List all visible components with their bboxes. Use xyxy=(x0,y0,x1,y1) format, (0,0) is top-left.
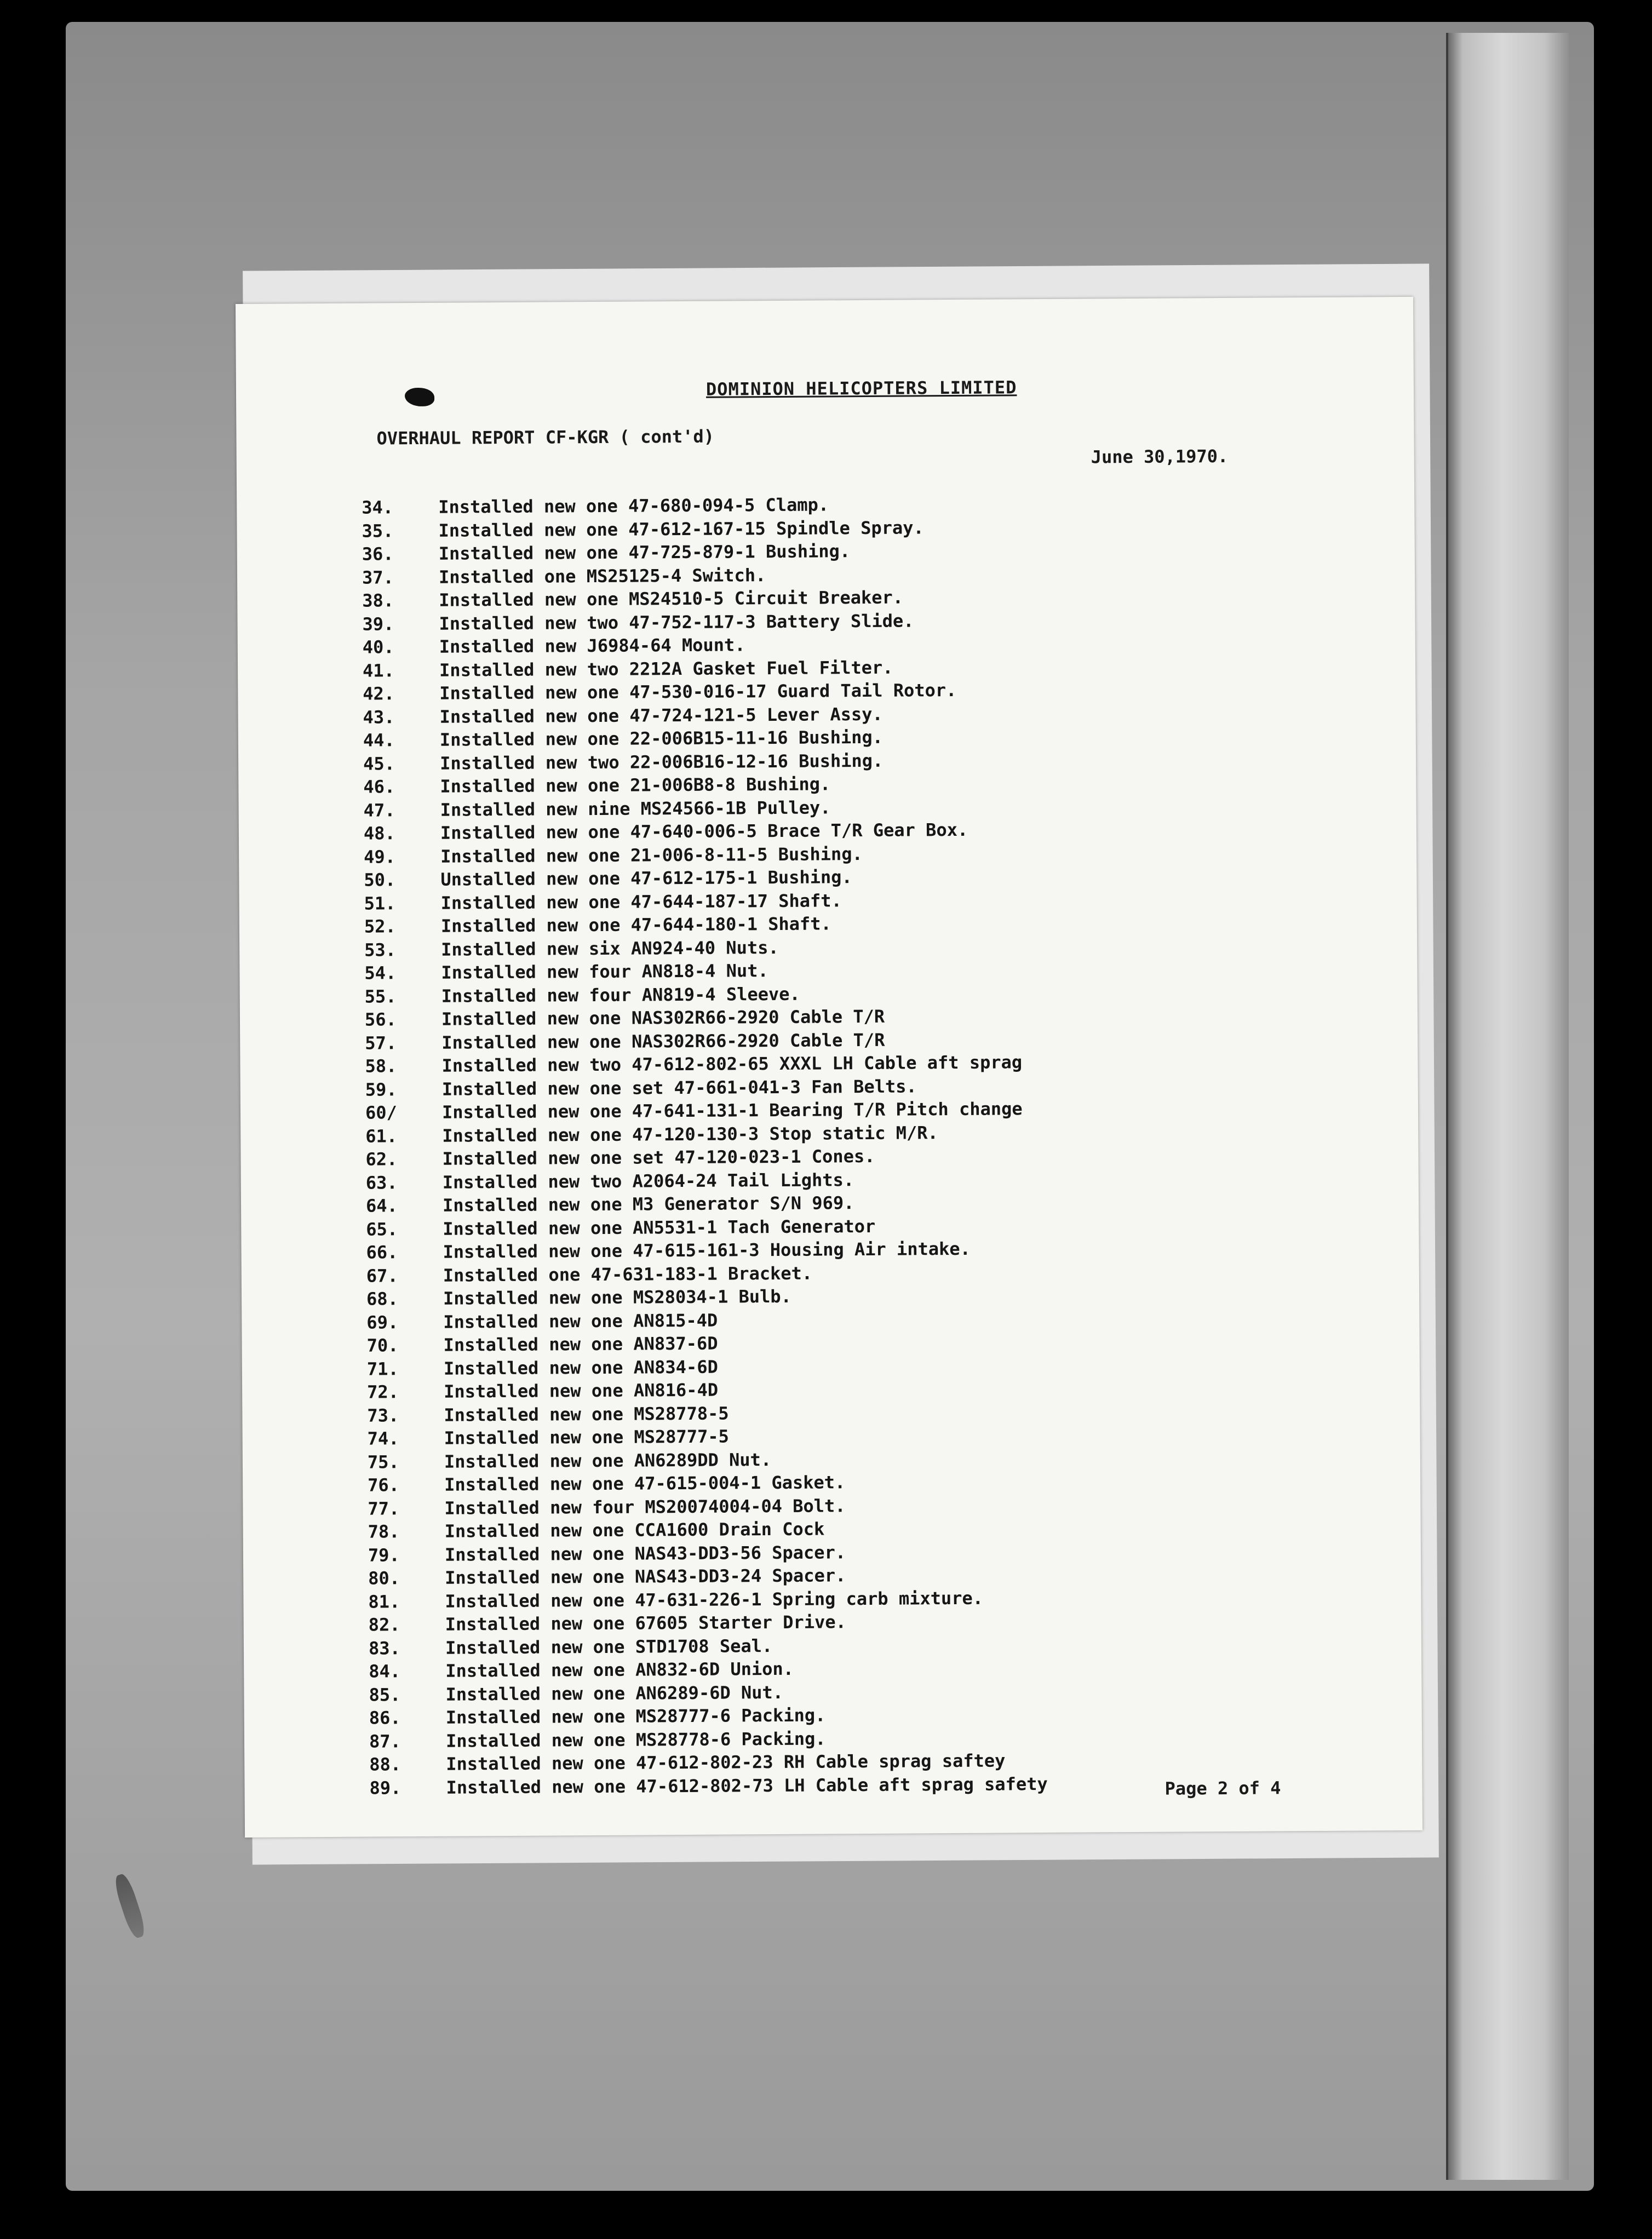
item-number: 49. xyxy=(364,846,396,868)
list-item xyxy=(369,1656,1047,1683)
item-number: 48. xyxy=(363,823,395,844)
list-item xyxy=(369,1609,1047,1637)
item-number: 38. xyxy=(362,590,394,611)
list-item xyxy=(362,562,1040,589)
item-text: Installed new one 47-680-094-5 Clamp. xyxy=(438,494,829,518)
item-number: 85. xyxy=(369,1684,401,1706)
item-text: Installed new one MS28777-5 xyxy=(444,1426,729,1449)
item-text: Installed new one 47-631-226-1 Spring carb mixture. xyxy=(445,1587,984,1612)
item-text: Installed new two 47-612-802-65 XXXL LH Cable aft sprag xyxy=(441,1052,1023,1076)
item-number: 53. xyxy=(364,939,397,961)
item-number: 36. xyxy=(362,543,394,565)
list-item xyxy=(366,1237,1044,1264)
list-item xyxy=(366,1307,1045,1334)
item-text: Installed new J6984-64 Mount. xyxy=(439,634,745,657)
item-number: 65. xyxy=(366,1218,398,1240)
company-name: DOMINION HELICOPTERS LIMITED xyxy=(705,377,1017,400)
item-text: Installed one 47-631-183-1 Bracket. xyxy=(443,1262,813,1286)
item-number: 58. xyxy=(365,1055,397,1077)
list-item xyxy=(365,1050,1043,1078)
item-number: 79. xyxy=(368,1544,400,1566)
item-number: 40. xyxy=(362,636,394,658)
item-number: 89. xyxy=(369,1777,401,1799)
list-item xyxy=(366,1190,1044,1218)
item-number: 74. xyxy=(367,1428,399,1449)
item-text: Unstalled new one 47-612-175-1 Bushing. xyxy=(440,866,852,890)
item-text: Installed one MS25125-4 Switch. xyxy=(438,564,766,588)
item-text: Installed new one NAS43-DD3-24 Spacer. xyxy=(445,1565,846,1588)
list-item xyxy=(368,1540,1046,1567)
list-item xyxy=(363,725,1041,752)
item-number: 34. xyxy=(362,497,394,518)
item-text: Installed new one AN834-6D xyxy=(443,1356,718,1379)
item-number: 61. xyxy=(365,1125,398,1147)
item-text: Installed new four MS20074004-04 Bolt. xyxy=(444,1495,846,1519)
list-item xyxy=(369,1632,1047,1660)
list-item xyxy=(369,1702,1047,1730)
list-item xyxy=(363,702,1041,729)
list-item xyxy=(368,1469,1046,1497)
ink-blot xyxy=(405,388,434,406)
item-text: Installed new one MS28034-1 Bulb. xyxy=(443,1285,791,1309)
item-number: 43. xyxy=(363,706,395,728)
item-number: 37. xyxy=(362,566,394,588)
item-number: 66. xyxy=(366,1242,398,1263)
item-text: Installed new one AN6289-6D Nut. xyxy=(445,1681,784,1705)
report-date: June 30,1970. xyxy=(1091,445,1229,468)
item-number: 39. xyxy=(362,613,394,635)
installed-items-list xyxy=(362,492,1048,1800)
item-text: Installed new one 47-530-016-17 Guard Tail Rotor. xyxy=(439,679,957,704)
item-text: Installed new four AN818-4 Nut. xyxy=(441,960,768,983)
list-item xyxy=(368,1493,1046,1520)
item-number: 47. xyxy=(363,799,395,821)
list-item xyxy=(366,1260,1045,1288)
list-item xyxy=(365,981,1043,1008)
list-item xyxy=(364,888,1042,915)
item-text: Installed new one 47-615-004-1 Gasket. xyxy=(444,1472,846,1495)
item-number: 71. xyxy=(366,1358,399,1380)
item-number: 55. xyxy=(364,985,397,1007)
item-number: 63. xyxy=(365,1172,398,1193)
item-text: Installed new one AN6289DD Nut. xyxy=(444,1449,772,1472)
item-text: Installed new one MS28778-6 Packing. xyxy=(445,1727,826,1752)
item-text: Installed new nine MS24566-1B Pulley. xyxy=(440,796,831,820)
item-text: Installed new one NAS302R66-2920 Cable T/R xyxy=(441,1029,885,1053)
item-text: Installed new one 67605 Starter Drive. xyxy=(445,1611,846,1635)
item-text: Installed new one 22-006B15-11-16 Bushing. xyxy=(439,726,884,750)
item-number: 77. xyxy=(368,1497,400,1519)
item-text: Installed new one MS28778-5 xyxy=(444,1403,729,1426)
item-text: Installed new one CCA1600 Drain Cock xyxy=(444,1518,825,1542)
item-number: 54. xyxy=(364,962,397,984)
list-item xyxy=(366,1167,1044,1195)
item-number: 67. xyxy=(366,1265,398,1287)
item-number: 57. xyxy=(365,1032,397,1054)
item-text: Installed new one 47-640-006-5 Brace T/R Gear Box. xyxy=(440,819,968,843)
item-text: Installed new two 47-752-117-3 Battery Slide. xyxy=(439,610,914,634)
item-text: Installed new one 47-644-187-17 Shaft. xyxy=(440,889,842,914)
item-number: 80. xyxy=(368,1568,400,1589)
item-text: Installed new one NAS43-DD3-56 Spacer. xyxy=(444,1541,846,1565)
list-item xyxy=(367,1400,1045,1427)
list-item xyxy=(365,1121,1043,1148)
list-item xyxy=(367,1353,1045,1381)
list-item xyxy=(368,1446,1046,1474)
item-text: Installed new two 2212A Gasket Fuel Filter. xyxy=(439,657,893,681)
item-number: 52. xyxy=(364,916,396,937)
item-text: Installed new one MS28777-6 Packing. xyxy=(445,1704,826,1728)
item-text: Installed new one 47-612-167-15 Spindle Spray. xyxy=(438,516,924,541)
board-edge xyxy=(1446,33,1569,2180)
item-number: 81. xyxy=(368,1591,400,1612)
item-number: 41. xyxy=(362,659,395,681)
list-item xyxy=(362,515,1040,543)
item-number: 44. xyxy=(363,730,395,751)
item-number: 45. xyxy=(363,753,395,774)
list-item xyxy=(369,1772,1047,1799)
list-item xyxy=(363,771,1041,799)
list-item xyxy=(366,1214,1044,1241)
item-text: Installed new one set 47-661-041-3 Fan Belts. xyxy=(441,1075,917,1100)
item-number: 84. xyxy=(369,1661,401,1682)
list-item xyxy=(363,631,1041,659)
item-text: Installed new one 47-724-121-5 Lever Assy. xyxy=(439,703,883,727)
item-text: Installed new one AN832-6D Union. xyxy=(445,1658,794,1681)
item-number: 88. xyxy=(369,1754,401,1775)
item-number: 35. xyxy=(362,520,394,542)
list-item xyxy=(363,655,1041,682)
list-item xyxy=(365,1074,1043,1101)
list-item xyxy=(363,678,1041,705)
list-item xyxy=(364,795,1042,822)
list-item xyxy=(364,864,1042,892)
item-text: Installed new one 21-006-8-11-5 Bushing. xyxy=(440,843,863,867)
item-text: Installed new one STD1708 Seal. xyxy=(445,1635,773,1658)
list-item xyxy=(364,818,1042,845)
list-item xyxy=(365,1097,1043,1124)
item-number: 62. xyxy=(365,1149,398,1170)
item-number: 78. xyxy=(368,1521,400,1542)
list-item xyxy=(368,1586,1046,1614)
item-text: Installed new one 47-644-180-1 Shaft. xyxy=(440,913,831,937)
list-item xyxy=(369,1679,1047,1706)
item-number: 73. xyxy=(367,1404,399,1426)
item-number: 82. xyxy=(368,1614,400,1635)
item-text: Installed new six AN924-40 Nuts. xyxy=(441,937,779,960)
item-number: 86. xyxy=(369,1707,401,1729)
item-text: Installed new two 22-006B16-12-16 Bushing. xyxy=(440,750,884,774)
item-text: Installed new one 47-612-802-73 LH Cable aft sprag safety xyxy=(446,1773,1048,1798)
item-number: 46. xyxy=(363,776,395,797)
item-text: Installed new four AN819-4 Sleeve. xyxy=(441,983,800,1007)
item-number: 83. xyxy=(368,1637,400,1659)
page-number: Page 2 of 4 xyxy=(1165,1777,1281,1799)
item-text: Installed new one 47-641-131-1 Bearing T/R Pitch change xyxy=(441,1098,1023,1123)
list-item xyxy=(362,538,1040,566)
list-item xyxy=(365,1144,1043,1171)
list-item xyxy=(362,492,1040,519)
list-item xyxy=(364,934,1042,962)
item-number: 72. xyxy=(367,1381,399,1403)
list-item xyxy=(366,1330,1045,1357)
item-number: 68. xyxy=(366,1288,399,1310)
item-number: 51. xyxy=(364,892,396,914)
list-item xyxy=(364,911,1042,938)
item-text: Installed new one 47-725-879-1 Bushing. xyxy=(438,541,851,564)
list-item xyxy=(368,1516,1046,1543)
item-text: Installed new one 47-612-802-23 RH Cable sprag saftey xyxy=(446,1750,1006,1775)
list-item xyxy=(364,841,1042,869)
item-text: Installed new one 47-120-130-3 Stop static M/R. xyxy=(442,1122,938,1146)
item-text: Installed new one 21-006B8-8 Bushing. xyxy=(440,773,831,797)
item-text: Installed new one set 47-120-023-1 Cones. xyxy=(442,1145,875,1169)
list-item xyxy=(363,748,1041,776)
item-number: 60/ xyxy=(365,1102,397,1123)
report-title: OVERHAUL REPORT CF-KGR ( cont'd) xyxy=(376,426,715,449)
list-item xyxy=(368,1423,1046,1450)
item-text: Installed new one AN837-6D xyxy=(443,1333,718,1356)
list-item xyxy=(369,1749,1047,1776)
list-item xyxy=(367,1376,1045,1404)
list-item xyxy=(362,585,1040,612)
item-number: 59. xyxy=(365,1078,397,1100)
item-text: Installed new one 47-615-161-3 Housing Air intake. xyxy=(443,1238,971,1262)
item-number: 76. xyxy=(368,1474,400,1496)
item-number: 87. xyxy=(369,1730,401,1752)
list-item xyxy=(366,1283,1045,1311)
list-item xyxy=(368,1563,1046,1590)
item-text: Installed new one M3 Generator S/N 969. xyxy=(442,1192,854,1216)
item-text: Installed new two A2064-24 Tail Lights. xyxy=(442,1169,854,1193)
list-item xyxy=(365,1004,1043,1031)
item-text: Installed new one AN816-4D xyxy=(444,1379,719,1402)
item-number: 56. xyxy=(364,1009,397,1030)
item-text: Installed new one AN5531-1 Tach Generator xyxy=(443,1215,876,1239)
item-number: 70. xyxy=(366,1335,399,1356)
item-number: 64. xyxy=(365,1195,398,1216)
item-number: 42. xyxy=(363,683,395,704)
item-text: Installed new one AN815-4D xyxy=(443,1310,718,1333)
list-item xyxy=(365,1027,1043,1055)
list-item xyxy=(369,1725,1047,1753)
list-item xyxy=(362,608,1040,636)
item-text: Installed new one MS24510-5 Circuit Breaker. xyxy=(439,587,904,611)
item-number: 69. xyxy=(366,1311,399,1333)
document-page xyxy=(236,297,1422,1838)
item-number: 75. xyxy=(367,1451,399,1473)
list-item xyxy=(364,957,1042,985)
item-text: Installed new one NAS302R66-2920 Cable T/R xyxy=(441,1006,885,1030)
item-number: 50. xyxy=(364,869,396,891)
